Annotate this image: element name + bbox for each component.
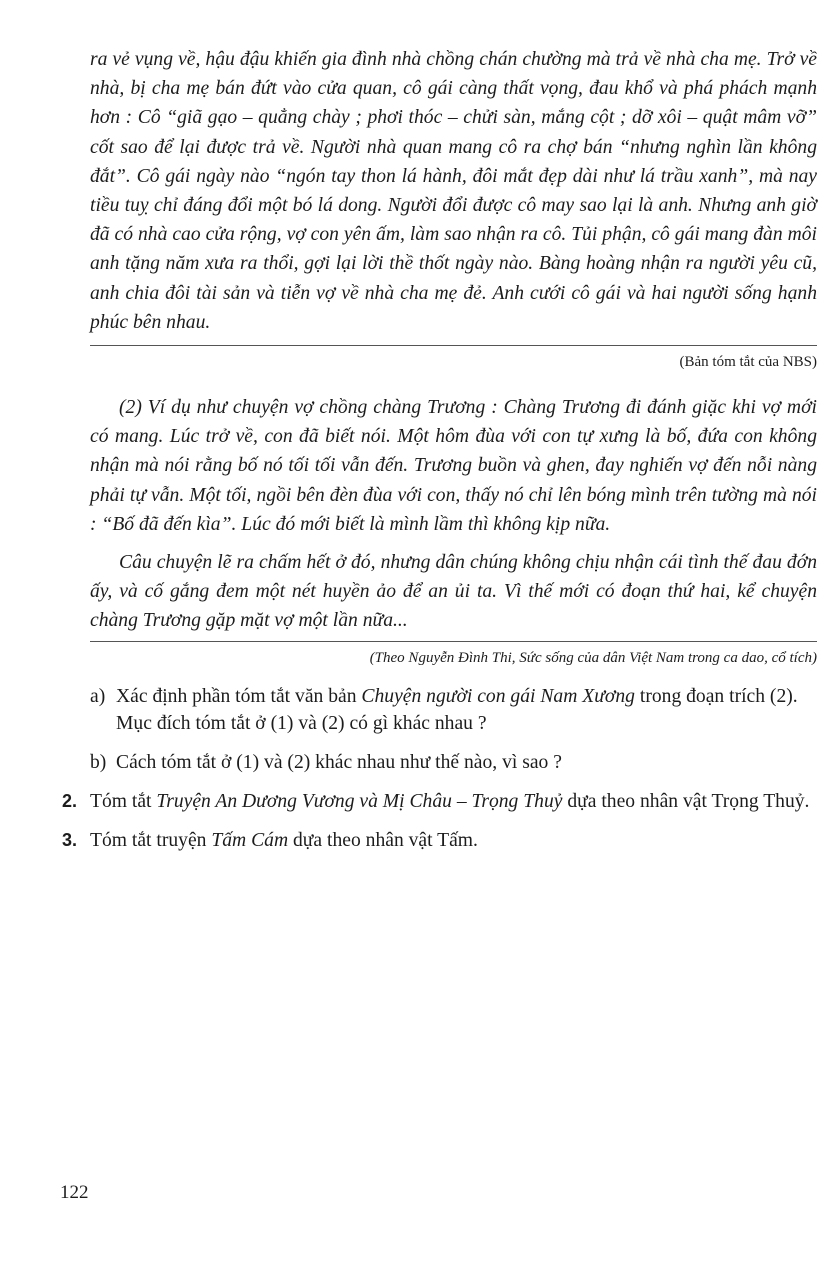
exercise-b bbox=[90, 749, 817, 776]
exercise-a-text-pre: Xác định phần tóm tắt văn bản bbox=[116, 685, 362, 707]
exercise-3-text-post: dựa theo nhân vật Tấm. bbox=[288, 829, 478, 851]
exercise-2-title: Truyện An Dương Vương và Mị Châu – Trọng Thuỷ bbox=[156, 790, 563, 812]
exercise-a-label: a) bbox=[90, 685, 106, 707]
divider-1 bbox=[90, 345, 817, 346]
source-passage-2 bbox=[90, 648, 817, 668]
exercise-3-title: Tấm Cám bbox=[211, 829, 289, 851]
example-passage-2: (2) Ví dụ như chuyện vợ chồng chàng Trương : Chàng Trương đi đánh giặc khi vợ mới có mang. Lúc trở về, con đã biết nói. Một hôm đùa với con tự xưng là bố, đứa con không nhận mà nói rằng bố nó tối tối vẫn đến. Trương buồn và ghen, đay nghiến vợ đến nỗi nàng phải tự vẫn. Một tối, ngồi bên đèn đùa với con, thấy nó chỉ lên bóng mình trên tường mà nói : “Bố đã đến kìa”. Lúc đó mới biết là mình lầm thì không kịp nữa. bbox=[90, 397, 817, 535]
page-content bbox=[62, 40, 817, 854]
exercise-2-label: 2. bbox=[62, 790, 78, 811]
exercise-3-label: 3. bbox=[62, 829, 78, 850]
exercise-2-text-post: dựa theo nhân vật Trọng Thuỷ. bbox=[562, 790, 810, 812]
example-passage-2-continuation: Câu chuyện lẽ ra chấm hết ở đó, nhưng dân chúng không chịu nhận cái tình thế đau đớn ấy, và cố gắng đem một nét huyền ảo để an ủi ta. Vì thế mới có đoạn thứ hai, kể chuyện chàng Trương gặp mặt vợ một lần nữa... bbox=[90, 552, 817, 632]
exercise-a-text-post: trong đoạn trích (2). Mục đích tóm tắt ở (1) và (2) có gì khác nhau ? bbox=[116, 685, 798, 734]
exercise-b-label: b) bbox=[90, 751, 107, 773]
exercise-b-text: Cách tóm tắt ở (1) và (2) khác nhau như thế nào, vì sao ? bbox=[116, 751, 562, 773]
source-passage-1: (Bản tóm tắt của NBS) bbox=[679, 354, 817, 371]
exercise-2-text-pre: Tóm tắt bbox=[90, 790, 157, 812]
exercise-3 bbox=[62, 827, 817, 854]
page-number: 122 bbox=[60, 1182, 89, 1203]
divider-2 bbox=[90, 641, 817, 642]
exercise-3-text-pre: Tóm tắt truyện bbox=[90, 829, 212, 851]
source-book-title: Sức sống của dân Việt Nam trong ca dao, cổ tích bbox=[519, 649, 812, 666]
exercise-2 bbox=[62, 788, 817, 815]
exercise-a-title: Chuyện người con gái Nam Xương bbox=[361, 685, 635, 707]
exercise-a bbox=[90, 683, 817, 737]
source-prefix: (Theo Nguyễn Đình Thi, bbox=[369, 649, 520, 666]
summary-passage-1: ra vẻ vụng về, hậu đậu khiến gia đình nhà chồng chán chường mà trả về nhà cha mẹ. Trở về nhà, bị cha mẹ bán đứt vào cửa quan, cô gái càng thất vọng, đau khổ và phá phách mạnh hơn : Cô “giã gạo – quẳng chày ; phơi thóc – chửi sàn, mắng cột ; dỡ xôi – quật mâm vỡ” cốt sao để lại được trả về. Người nhà quan mang cô ra chợ bán “nhưng nghìn lần không đắt”. Cô gái ngày nào “ngón tay thon lá hành, đôi mắt đẹp dài như lá trầu xanh”, mà nay tiều tuỵ chỉ đáng đổi một bó lá dong. Người đổi được cô may sao lại là anh. Nhưng anh giờ đã có nhà cao cửa rộng, vợ con yên ấm, làm sao nhận ra cô. Tủi phận, cô gái mang đàn môi anh tặng năm xưa ra thổi, gợi lại lời thề thốt ngày nào. Bàng hoàng nhận ra người yêu cũ, anh chia đôi tài sản và tiễn vợ về nhà cha mẹ đẻ. Anh cưới cô gái và hai người sống hạnh phúc bên nhau. bbox=[90, 49, 817, 333]
source-suffix: ) bbox=[812, 649, 817, 666]
